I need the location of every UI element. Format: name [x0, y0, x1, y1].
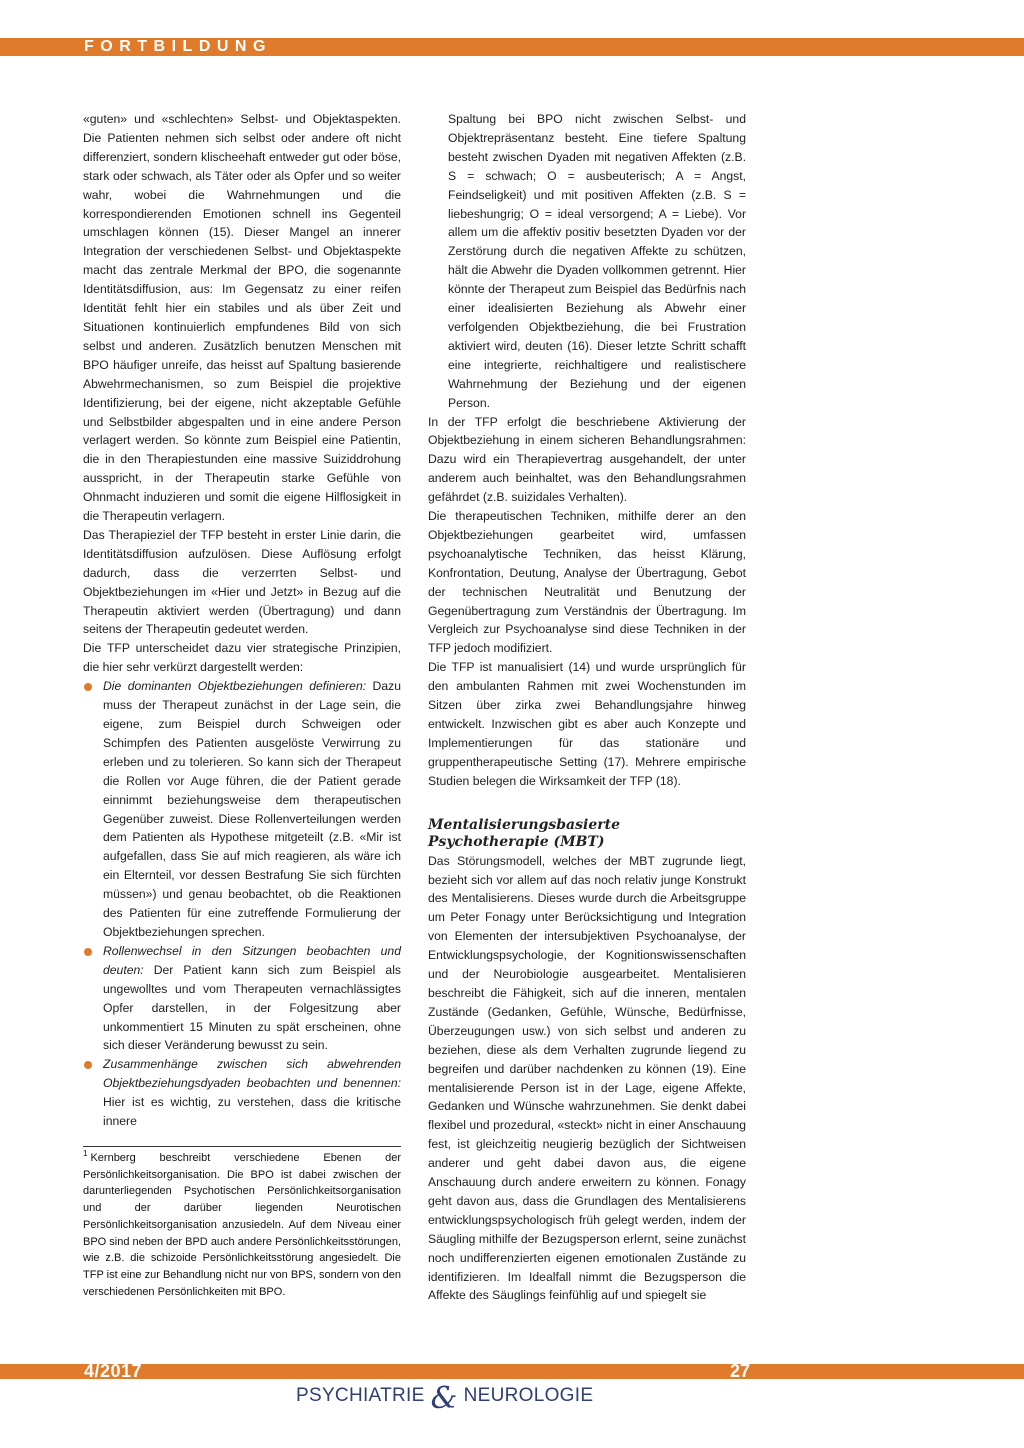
list-item-text: Der Patient kann sich zum Beispiel als ungewolltes und vom Therapeuten vernachlässigtes Opfer darstellen, in der Folgesitzung aber unkommentiert 15 Minuten zu spät erscheinen, ohne sich dieser Veränderung bewusst zu sein.	[103, 962, 401, 1053]
bullet-icon	[84, 948, 92, 956]
journal-logo	[296, 1378, 593, 1414]
brand-word: NEUROLOGIE	[463, 1385, 594, 1406]
paragraph: Das Störungsmodell, welches der MBT zugrunde liegt, bezieht sich vor allem auf das noch relativ junge Konstrukt des Mentalisierens. Dieses wurde durch die Arbeitsgruppe um Peter Fonagy unter Berücksichtigung und Integration von Elementen der intersubjektiven Psychoanalyse, der Entwicklungspsychologie, der Kognitionswissenschaften und der Neurobiologie ausgearbeitet. Mentalisieren beschreibt die Fähigkeit, sich auf die inneren, mentalen Zustände (Gedanken, Gefühle, Wünsche, Bedürfnisse, Überzeugungen usw.) von sich selbst und anderen zu beziehen, diese als dem Verhalten zugrunde liegend zu begreifen und darüber nachdenken zu können (19). Eine mentalisierende Person ist in der Lage, eigene Affekte, Gedanken und Wünsche wahrzunehmen. Sie denkt dabei flexibel und prozedural, «steckt» nicht in einer Anschauung fest, ist gleichzeitig neugierig bezüglich der Sichtweisen anderer und geht dabei davon aus, die eigene Anschauung durch andere erweitern zu können. Fonagy geht davon aus, dass die Grundlagen des Mentalisierens entwicklungspsychologisch früh gelegt werden, indem der Säugling mithilfe der Bezugsperson erlernt, seine zunächst noch undifferenzierten eigenen emotionalen Zustände zu identifizieren. Im Idealfall nimmt die Bezugsperson die Affekte des Säuglings feinfühlig auf und spiegelt sie	[428, 853, 746, 1303]
brand-word: PSYCHIATRIE	[296, 1385, 425, 1406]
list-item-title: Zusammenhänge zwischen sich abwehrenden Objektbeziehungsdyaden beobachten und benennen:	[103, 1057, 401, 1091]
paragraph: In der TFP erfolgt die beschriebene Aktivierung der Objektbeziehung in einem sicheren Behandlungsrahmen: Dazu wird ein Therapievertrag ausgehandelt, der unter anderem auch beinhaltet, was den Behandlungsrahmen gefährdet (z.B. suizidales Verhalten).	[428, 414, 746, 505]
list-item	[83, 677, 401, 942]
footer-bar	[0, 1364, 1024, 1379]
paragraph: Spaltung bei BPO nicht zwischen Selbst- und Objektrepräsentanz besteht. Eine tiefere Spaltung besteht zwischen Dyaden mit negativen Affekten (z.B. S = schwach; O = ausbeuterisch; A = Angst, Feindseligkeit) und mit positiven Affekten (z.B. S = liebeshungrig; O = ideal versorgend; A = Liebe). Vor allem um die affektiv positiv besetzten Dyaden vor der Zerstörung durch die negativen Affekte zu schützen, hält die Abwehr die Dyaden vollkommen getrennt. Hier könnte der Therapeut zum Beispiel das Bedürfnis nach einer idealisierten Beziehung als Abwehr einer verfolgenden Objektbeziehung, die bei Frustration aktiviert wird, deuten (16). Dieser letzte Schritt schafft eine integrierte, reichhaltigere und realistischere Wahrnehmung der Beziehung und der eigenen Person.	[448, 112, 746, 410]
heading-line: Mentalisierungsbasierte	[428, 816, 620, 833]
ampersand-icon: &	[430, 1380, 458, 1416]
heading-line: Psychotherapie (MBT)	[428, 833, 605, 850]
list-item-text: Hier ist es wichtig, zu verstehen, dass die kritische innere	[103, 1095, 401, 1129]
footnote-text: Kernberg beschreibt verschiedene Ebenen der Persönlichkeitsorganisation. Die BPO ist dabei zwischen der darunterliegenden Psychotischen Persönlichkeitsorganisation und der darüber liegenden Neurotischen Persönlichkeitsorganisation anzusiedeln. Auf dem Niveau einer BPO sind neben der BPD auch andere Persönlichkeitsstörungen, wie z.B. die schizoide Persönlichkeitsstörung angesiedelt. Die TFP ist eine zur Behandlung nicht nur von BPS, sondern von den verschiedenen Persönlichkeiten mit BPO.	[83, 1152, 401, 1298]
footnote	[83, 1150, 401, 1300]
principles-list	[83, 677, 401, 1131]
paragraph: Die therapeutischen Techniken, mithilfe derer an den Objektbeziehungen gearbeitet wird, umfassen psychoanalytische Techniken, das heisst Klärung, Konfrontation, Deutung, Analyse der Übertragung, Gebot der technischen Neutralität und Benutzung der Gegenübertragung zum Verständnis der Übertragung. Im Vergleich zur Psychoanalyse sind diese Techniken in der TFP jedoch modifiziert.	[428, 509, 746, 656]
issue-number: 4/2017	[84, 1361, 143, 1381]
list-item	[83, 1055, 401, 1131]
left-column	[83, 110, 401, 1131]
right-column	[428, 110, 746, 1305]
paragraph: Die TFP ist manualisiert (14) und wurde ursprünglich für den ambulanten Rahmen mit zwei Wochenstunden im Sitzen über zirka zwei Behandlungsjahre hinweg entwickelt. Inzwischen gibt es aber auch Konzepte und Implementierungen für das stationäre und gruppentherapeutische Setting (17). Mehrere empirische Studien belegen die Wirksamkeit der TFP (18).	[428, 660, 746, 788]
list-item-title: Die dominanten Objektbeziehungen definieren:	[103, 679, 367, 694]
paragraph: Das Therapieziel der TFP besteht in erster Linie darin, die Identitätsdiffusion aufzulösen. Diese Auflösung erfolgt dadurch, dass die verzerrten Selbst- und Objektbeziehungen im «Hier und Jetzt» in Bezug auf die Therapeutin aktiviert werden (Übertragung) und dann seitens der Therapeutin gedeutet werden.	[83, 527, 401, 637]
paragraph: «guten» und «schlechten» Selbst- und Objektaspekten. Die Patienten nehmen sich selbst oder andere oft nicht differenziert, sondern klischeehaft entweder gut oder böse, stark oder schwach, als Täter oder als Opfer und so weiter wahr, wobei die Wahrnehmungen und die korrespondierenden Emotionen schnell ins Gegenteil umschlagen können (15). Dieser Mangel an innerer Integration der verschiedenen Selbst- und Objektaspekte macht das zentrale Merkmal der BPO, die sogenannte Identitätsdiffusion, aus: Im Gegensatz zu einer reifen Identität fehlt hier ein stabiles und als über Zeit und Situationen kontinuierlich empfundenes Bild von sich selbst und anderen. Zusätzlich benutzen Menschen mit BPO häufiger unreife, das heisst auf Spaltung basierende Abwehrmechanismen, so zum Beispiel die projektive Identifizierung, bei der eigene, nicht akzeptable Gefühle und Selbstbilder abgespalten und in eine andere Person verlagert werden. So könnte zum Beispiel eine Patientin, die in den Therapiestunden eine massive Suiziddrohung ausspricht, in der Therapeutin starke Gefühle von Ohnmacht induzieren und somit die eigene Hilflosigkeit in die Therapeutin verlagern.	[83, 112, 401, 524]
paragraph: Die TFP unterscheidet dazu vier strategische Prinzipien, die hier sehr verkürzt dargestellt werden:	[83, 641, 401, 675]
page-number: 27	[729, 1361, 750, 1381]
footnote-divider	[83, 1146, 401, 1147]
bullet-icon	[84, 1061, 92, 1069]
list-item	[83, 942, 401, 1055]
list-item-text: Dazu muss der Therapeut zunächst in der Lage sein, die eigene, zum Beispiel durch Schweigen oder Schimpfen des Patienten ausgelöste Verwirrung zu erleben und zu tolerieren. So kann sich der Therapeut die Rollen vor Auge führen, die der Patient gerade einnimmt beziehungsweise dem therapeutischen Gegenüber zuweist. Diese Rollenverteilungen werden dem Patienten als Hypothese mitgeteilt (z.B. «Mir ist aufgefallen, dass Sie auf mich reagieren, als wäre ich ein Elternteil, vor dessen Bestrafung Sie sich fürchten müssen») und genau beobachtet, ob die Reaktionen des Patienten für eine zutreffende Formulierung der Objektbeziehungen sprechen.	[103, 679, 401, 939]
section-label: FORTBILDUNG	[84, 38, 272, 55]
bullet-icon	[84, 683, 92, 691]
list-item-title: Rollenwechsel in den Sitzungen beobachten und deuten:	[103, 943, 401, 977]
footnote-marker: 1	[83, 1149, 88, 1159]
section-heading	[428, 817, 746, 851]
